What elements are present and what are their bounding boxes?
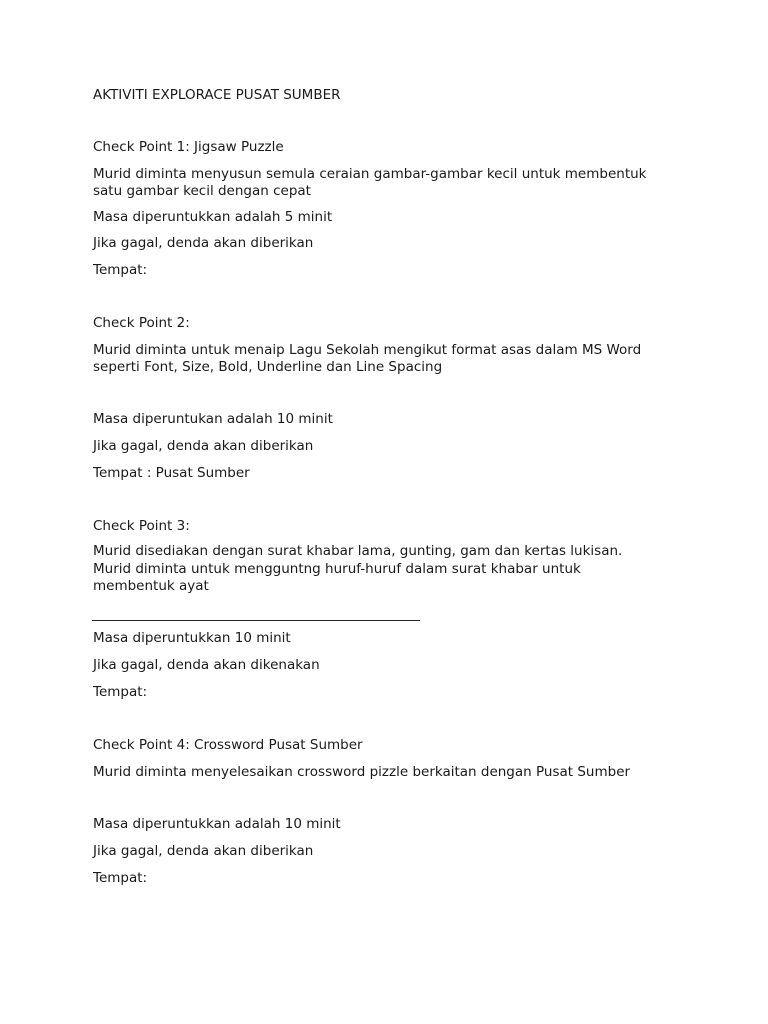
cp3-description-line-1: Murid disediakan dengan surat khabar lama, gunting, gam dan kertas lukisan.	[93, 543, 623, 559]
cp2-time: Masa diperuntukan adalah 10 minit	[93, 411, 333, 427]
cp1-place: Tempat:	[93, 262, 148, 278]
cp3-place: Tempat:	[93, 684, 148, 700]
cp4-time: Masa diperuntukkan adalah 10 minit	[93, 816, 341, 832]
document-title: AKTIVITI EXPLORACE PUSAT SUMBER	[93, 87, 341, 103]
cp4-description-line-1: Murid diminta menyelesaikan crossword pizzle berkaitan dengan Pusat Sumber	[93, 764, 631, 780]
cp2-place: Tempat : Pusat Sumber	[93, 465, 250, 481]
cp2-penalty: Jika gagal, denda akan diberikan	[93, 438, 314, 454]
cp3-penalty: Jika gagal, denda akan dikenakan	[93, 657, 320, 673]
cp4-penalty: Jika gagal, denda akan diberikan	[93, 843, 314, 859]
cp1-description-line-1: Murid diminta menyusun semula ceraian gambar-gambar kecil untuk membentuk	[93, 166, 647, 182]
horizontal-rule	[92, 620, 420, 621]
cp3-heading: Check Point 3:	[93, 518, 190, 534]
cp3-time: Masa diperuntukkan 10 minit	[93, 630, 291, 646]
cp3-description-line-2: Murid diminta untuk mengguntng huruf-huruf dalam surat khabar untuk	[93, 561, 581, 577]
cp1-time: Masa diperuntukkan adalah 5 minit	[93, 209, 333, 225]
cp1-penalty: Jika gagal, denda akan diberikan	[93, 235, 314, 251]
cp4-place: Tempat:	[93, 870, 148, 886]
cp2-heading: Check Point 2:	[93, 315, 190, 331]
cp2-description-line-1: Murid diminta untuk menaip Lagu Sekolah mengikut format asas dalam MS Word	[93, 342, 642, 358]
cp4-heading: Check Point 4: Crossword Pusat Sumber	[93, 737, 363, 753]
cp1-description-line-2: satu gambar kecil dengan cepat	[93, 183, 311, 199]
cp2-description-line-2: seperti Font, Size, Bold, Underline dan Line Spacing	[93, 359, 443, 375]
cp1-heading: Check Point 1: Jigsaw Puzzle	[93, 139, 284, 155]
cp3-description-line-3: membentuk ayat	[93, 578, 209, 594]
